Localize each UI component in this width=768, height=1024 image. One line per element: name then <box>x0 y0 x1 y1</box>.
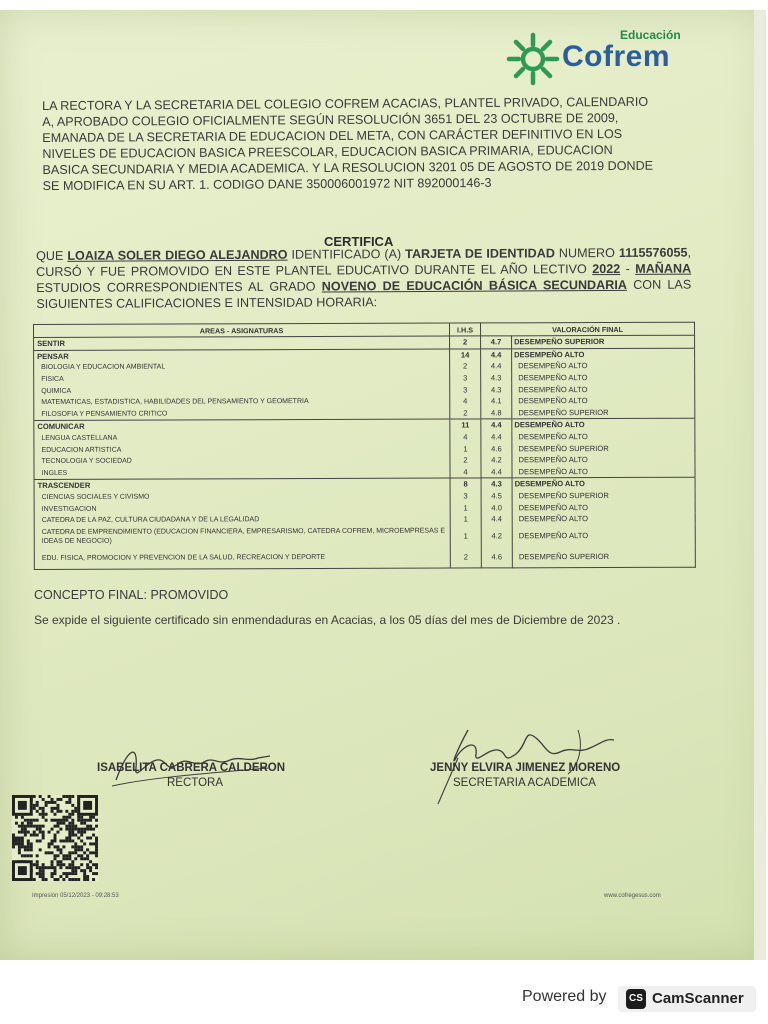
subject-name: FISICA <box>34 372 450 385</box>
identified-label: IDENTIFICADO (A) <box>291 247 402 262</box>
score-cell: 4.3 <box>481 478 512 490</box>
level-cell: DESEMPEÑO ALTO <box>512 501 695 513</box>
grades-table <box>33 322 696 570</box>
score-cell: 4.4 <box>481 513 512 525</box>
score-cell: 4.3 <box>481 384 512 396</box>
intro-line: A, APROBADO COLEGIO OFICIALMENTE SEGÚN RESOLUCIÓN 3651 DEL 23 OCTUBRE DE 2009, <box>42 110 619 129</box>
hours-cell: 1 <box>450 525 481 546</box>
level-cell: DESEMPEÑO ALTO <box>512 524 695 546</box>
hours-cell: 8 <box>450 478 481 490</box>
hours-cell: 4 <box>450 431 481 443</box>
hours-cell: 1 <box>450 502 481 514</box>
number-label: NUMERO <box>558 245 615 261</box>
hours-cell: 1 <box>450 513 481 525</box>
subject-name: TECNOLOGIA Y SOCIEDAD <box>34 454 450 467</box>
grades-table-body <box>34 335 696 569</box>
intro-paragraph <box>42 93 691 194</box>
score-cell: 4.4 <box>481 431 512 443</box>
hours-cell: 3 <box>450 372 481 384</box>
header-subjects: AREAS - ASIGNATURAS <box>34 323 450 337</box>
score-cell: 4.4 <box>481 466 512 478</box>
score-cell: 4.6 <box>481 546 512 568</box>
print-timestamp: Impresión 05/12/2023 - 09:28:53 <box>32 893 119 899</box>
level-cell: DESEMPEÑO ALTO <box>512 371 695 383</box>
intro-line: NIVELES DE EDUCACION BASICA PREESCOLAR, EDUCACION BASICA PRIMARIA, EDUCACION <box>42 143 613 161</box>
header-final-rating: VALORACIÓN FINAL <box>480 322 694 336</box>
intro-line: SE MODIFICA EN SU ART. 1. CODIGO DANE 350006001972 NIT 892000146-3 <box>42 175 492 193</box>
logo-education-label: Educación <box>620 28 681 42</box>
level-cell: DESEMPEÑO SUPERIOR <box>512 335 695 348</box>
header-hours: I.H.S <box>449 323 480 336</box>
subject-name: MATEMATICAS, ESTADISTICA, HABILIDADES DEL PENSAMIENTO Y GEOMETRIA <box>34 396 450 409</box>
issue-statement: Se expide el siguiente certificado sin enmendaduras en Acacias, a los 05 días del mes de Diciembre de 2023 . <box>34 613 621 627</box>
intro-line: EMANADA DE LA SECRETARIA DE EDUCACION DEL META, CON CARÁCTER DEFINITIVO EN LOS <box>42 126 623 145</box>
level-cell: DESEMPEÑO ALTO <box>512 430 695 442</box>
qr-code <box>12 795 98 881</box>
level-cell: DESEMPEÑO ALTO <box>512 513 695 525</box>
subject-name: LENGUA CASTELLANA <box>34 431 450 444</box>
score-cell: 4.2 <box>481 454 512 466</box>
hours-cell: 2 <box>450 361 481 373</box>
website-url: www.cofregesus.com <box>604 893 661 899</box>
course-text: , CURSÓ Y FUE PROMOVIDO EN ESTE PLANTEL EDUCATIVO DURANTE EL AÑO LECTIVO <box>36 245 692 279</box>
grades-intro-text: CON LAS SIGUIENTES CALIFICACIONES E INTENSIDAD HORARIA: <box>36 277 692 311</box>
que-word: QUE <box>36 248 64 263</box>
subject-name: QUIMICA <box>34 384 450 397</box>
rector-name: ISABELITA CABRERA CALDERON <box>97 762 286 774</box>
paper-edge <box>754 10 766 960</box>
subject-name: FILOSOFIA Y PENSAMIENTO CRITICO <box>34 407 450 421</box>
level-cell: DESEMPEÑO ALTO <box>512 348 695 361</box>
hours-cell: 1 <box>450 443 481 455</box>
level-cell: DESEMPEÑO SUPERIOR <box>512 489 695 501</box>
document-number: 1115576055 <box>618 245 688 260</box>
hours-cell: 4 <box>450 466 481 478</box>
camscanner-watermark <box>520 986 760 1012</box>
hours-cell: 4 <box>450 395 481 407</box>
level-cell: DESEMPEÑO ALTO <box>512 360 695 372</box>
document-type: TARJETA DE IDENTIDAD <box>405 246 555 262</box>
subject-name: COMUNICAR <box>34 419 450 433</box>
subject-name: PENSAR <box>34 349 450 363</box>
level-cell: DESEMPEÑO ALTO <box>512 465 695 478</box>
subject-name: INVESTIGACION <box>34 502 450 515</box>
powered-by-label: Powered by <box>522 988 607 1005</box>
cofrem-logo-icon <box>505 32 561 86</box>
subject-row <box>34 545 695 569</box>
score-cell: 4.2 <box>481 525 512 546</box>
score-cell: 4.5 <box>481 490 512 502</box>
logo-brand-name: Cofrem <box>562 40 671 73</box>
level-cell: DESEMPEÑO ALTO <box>512 383 695 395</box>
hours-cell: 2 <box>450 546 481 568</box>
cofrem-logo <box>505 26 695 86</box>
final-concept: CONCEPTO FINAL: PROMOVIDO <box>34 588 229 602</box>
level-cell: DESEMPEÑO ALTO <box>512 395 695 407</box>
level-cell: DESEMPEÑO SUPERIOR <box>512 442 695 454</box>
separator-dash: - <box>625 261 630 276</box>
subject-name: EDUCACION ARTISTICA <box>34 443 450 456</box>
level-cell: DESEMPEÑO SUPERIOR <box>512 545 695 567</box>
subject-name: EDU. FISICA, PROMOCION Y PREVENCION DE LA SALUD, RECREACION Y DEPORTE <box>34 546 450 569</box>
level-cell: DESEMPEÑO ALTO <box>512 454 695 466</box>
score-cell: 4.4 <box>481 419 512 431</box>
subject-name: CATEDRA DE EMPRENDIMIENTO (EDUCACION FINANCIERA, EMPRESARISMO, CATEDRA COFREM, MICROEMPRESAS E IDEAS DE NEGOCIO) <box>34 525 450 547</box>
intro-line: BASICA SECUNDARIA Y MEDIA ACADEMICA. Y LA RESOLUCION 3201 05 DE AGOSTO DE 2019 DONDE <box>42 158 654 177</box>
subject-name: CATEDRA DE LA PAZ, CULTURA CIUDADANA Y DE LA LEGALIDAD <box>34 513 450 526</box>
camscanner-icon: CS <box>626 989 646 1009</box>
camscanner-name: CamScanner <box>652 990 744 1007</box>
level-cell: DESEMPEÑO ALTO <box>512 477 695 490</box>
subject-row <box>34 524 695 547</box>
hours-cell: 2 <box>450 454 481 466</box>
subject-name: BIOLOGIA Y EDUCACION AMBIENTAL <box>34 361 450 374</box>
subject-name: CIENCIAS SOCIALES Y CIVISMO <box>34 490 450 503</box>
score-cell: 4.8 <box>481 407 512 419</box>
grade-level: NOVENO DE EDUCACIÓN BÁSICA SECUNDARIA <box>321 277 627 294</box>
level-cell: DESEMPEÑO SUPERIOR <box>512 406 695 419</box>
secretary-name: JENNY ELVIRA JIMENEZ MORENO <box>430 762 621 774</box>
certifica-heading: CERTIFICA <box>324 234 394 249</box>
score-cell: 4.6 <box>481 443 512 455</box>
rector-role: RECTORA <box>167 777 224 789</box>
certification-paragraph <box>36 245 691 312</box>
hours-cell: 3 <box>450 490 481 502</box>
hours-cell: 2 <box>450 407 481 419</box>
hours-cell: 3 <box>450 384 481 396</box>
subject-name: SENTIR <box>34 336 450 350</box>
student-name: LOAIZA SOLER DIEGO ALEJANDRO <box>67 247 288 263</box>
score-cell: 4.1 <box>481 395 512 407</box>
hours-cell: 2 <box>450 336 481 349</box>
score-cell: 4.4 <box>481 361 512 373</box>
subject-name: TRASCENDER <box>34 478 450 492</box>
school-year: 2022 <box>592 261 621 277</box>
hours-cell: 14 <box>450 349 481 361</box>
score-cell: 4.0 <box>481 502 512 514</box>
score-cell: 4.4 <box>481 348 512 360</box>
intro-line: LA RECTORA Y LA SECRETARIA DEL COLEGIO COFREM ACACIAS, PLANTEL PRIVADO, CALENDARIO <box>42 94 649 113</box>
hours-cell: 11 <box>450 419 481 431</box>
score-cell: 4.3 <box>481 372 512 384</box>
school-shift: MAÑANA <box>635 261 692 276</box>
level-cell: DESEMPEÑO ALTO <box>512 418 695 431</box>
studies-text: ESTUDIOS CORRESPONDIENTES AL GRADO <box>36 279 316 295</box>
score-cell: 4.7 <box>481 336 512 349</box>
subject-name: INGLES <box>34 466 450 480</box>
secretary-role: SECRETARIA ACADEMICA <box>453 777 596 789</box>
